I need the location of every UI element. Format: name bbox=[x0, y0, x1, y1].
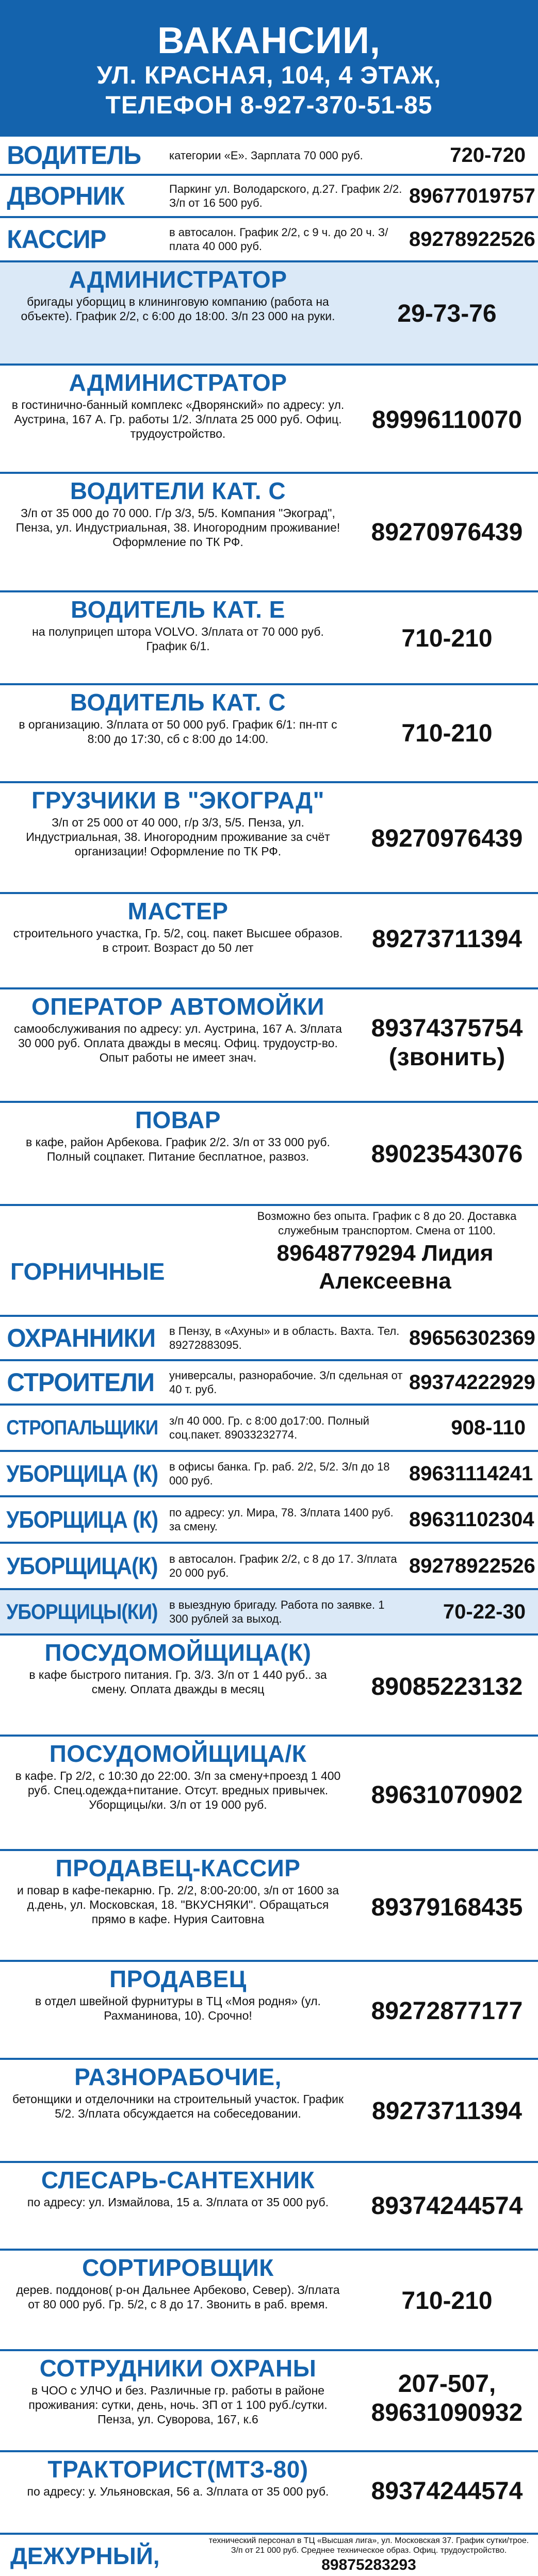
vacancy-phone: 89374244574 bbox=[371, 2478, 523, 2505]
vacancy-block bbox=[0, 894, 538, 989]
vacancy-phone: 710-210 bbox=[401, 2287, 493, 2315]
vacancy-phone: 908-110 bbox=[451, 1416, 526, 1439]
vacancy-phone: 89278922526 bbox=[409, 227, 535, 251]
vacancy-row bbox=[0, 176, 538, 218]
vacancy-title: АДМИНИСТРАТОР bbox=[69, 266, 287, 293]
vacancy-desc: на полуприцеп штора VOLVO. З/плата от 70 000 руб. График 6/1. bbox=[32, 625, 324, 653]
vacancy-label: УБОРЩИЦА (К) bbox=[6, 1460, 158, 1487]
vacancy-phone: 89278922526 bbox=[409, 1554, 535, 1577]
header-address: УЛ. КРАСНАЯ, 104, 4 ЭТАЖ, bbox=[96, 62, 442, 89]
vacancy-title: СОТРУДНИКИ ОХРАНЫ bbox=[39, 2355, 317, 2382]
vacancy-row bbox=[0, 137, 538, 176]
vacancy-label: СТРОИТЕЛИ bbox=[7, 1368, 155, 1397]
header-title: ВАКАНСИИ, bbox=[157, 20, 381, 61]
vacancy-phone: 89270976439 bbox=[371, 519, 523, 546]
vacancy-phone: 710-210 bbox=[401, 720, 493, 747]
vacancy-row bbox=[0, 1406, 538, 1452]
vacancy-phone: 89023543076 bbox=[371, 1141, 523, 1168]
vacancy-phone: 89273711394 bbox=[372, 2098, 522, 2125]
vacancy-block bbox=[0, 2351, 538, 2452]
vacancy-phone: 89379168435 bbox=[371, 1894, 523, 1921]
vacancy-desc: в отдел швейной фурнитуры в ТЦ «Моя родня» (ул. Рахманинова, 10). Срочно! bbox=[35, 1994, 321, 2022]
vacancy-label: СТРОПАЛЬЩИКИ bbox=[6, 1416, 158, 1439]
vacancy-desc: Возможно без опыта. График с 8 до 20. Доставка служебным транспортом. Смена от 1100. bbox=[257, 1210, 517, 1237]
vacancy-desc: самообслуживания по адресу: ул. Аустрина, 167 А. З/плата 30 000 руб. Оплата дважды в месяц. Офиц. трудоустр-во. Опыт работы не имеет знач. bbox=[14, 1022, 342, 1064]
vacancy-block bbox=[0, 1737, 538, 1851]
vacancy-title: ДЕЖУРНЫЙ, bbox=[10, 2542, 160, 2569]
vacancy-desc: в выездную бригаду. Работа по заявке. 1 300 рублей за выход. bbox=[169, 1598, 385, 1625]
vacancy-title: МАСТЕР bbox=[127, 898, 229, 924]
vacancy-desc: по адресу: у. Ульяновская, 56 а. З/плата от 35 000 руб. bbox=[27, 2485, 329, 2498]
vacancy-desc: в кафе, район Арбекова. График 2/2. З/п от 33 000 руб. Полный соцпакет. Питание бесплатное, развоз. bbox=[26, 1135, 330, 1163]
vacancy-title: СОРТИРОВЩИК bbox=[82, 2254, 274, 2281]
vacancy-label: УБОРЩИЦЫ(КИ) bbox=[6, 1599, 158, 1624]
vacancy-title: СЛЕСАРЬ-САНТЕХНИК bbox=[41, 2167, 315, 2193]
vacancy-phone: 89085223132 bbox=[371, 1673, 523, 1700]
vacancy-desc: по адресу: ул. Мира, 78. З/плата 1400 руб. за смену. bbox=[169, 1506, 394, 1533]
header-phone: ТЕЛЕФОН 8-927-370-51-85 bbox=[105, 92, 433, 119]
vacancy-label: УБОРЩИЦА(К) bbox=[6, 1553, 158, 1579]
vacancy-label: УБОРЩИЦА (К) bbox=[6, 1506, 158, 1533]
vacancy-phone-number: 89374375754 bbox=[371, 1015, 523, 1042]
vacancy-desc: в кафе. Гр 2/2, с 10:30 до 22:00. З/п за смену+проезд 1 400 руб. Спец.одежда+питание. Отсут. вредных привычек. Уборщицы/ки. З/п от 19 000 руб. bbox=[15, 1769, 341, 1811]
vacancy-desc: в гостинично-банный комплекс «Дворянский» по адресу: ул. Аустрина, 167 А. Гр. работы 1/2. З/плата 25 000 руб. Офиц. трудоустройство. bbox=[11, 398, 345, 440]
vacancy-desc: З/п от 25 000 от 40 000, г/р 3/3, 5/5. Пенза, ул. Индустриальная, 38. Иногородним проживание за счёт организации! Оформление по ТК РФ. bbox=[26, 816, 330, 858]
vacancy-contact-name: Алексеевна bbox=[319, 1268, 451, 1294]
vacancy-row bbox=[0, 1544, 538, 1590]
vacancy-desc: универсалы, разнорабочие. З/п сдельная от 40 т. руб. bbox=[169, 1369, 403, 1396]
vacancy-row bbox=[0, 1452, 538, 1497]
vacancy-title: ПОСУДОМОЙЩИЦА/К bbox=[49, 1740, 307, 1767]
vacancy-title: ВОДИТЕЛЬ КАТ. Е bbox=[71, 596, 285, 623]
vacancy-phone: 70-22-30 bbox=[443, 1600, 526, 1623]
vacancy-block bbox=[0, 685, 538, 783]
vacancy-phone: 89648779294 Лидия bbox=[276, 1241, 494, 1266]
vacancy-desc: по адресу: ул. Измайлова, 15 а. З/плата от 35 000 руб. bbox=[27, 2195, 329, 2209]
vacancy-phone bbox=[356, 2370, 538, 2428]
vacancy-block bbox=[0, 366, 538, 474]
vacancy-desc: з/п 40 000. Гр. с 8:00 до17:00. Полный соц.пакет. 89033232774. bbox=[169, 1414, 369, 1441]
vacancy-phone bbox=[356, 1014, 538, 1072]
vacancy-label: ОХРАННИКИ bbox=[7, 1324, 156, 1352]
vacancy-title: ОПЕРАТОР АВТОМОЙКИ bbox=[31, 993, 324, 1020]
vacancy-block bbox=[0, 783, 538, 894]
vacancy-desc: строительного участка, Гр. 5/2, соц. пакет Высшее образов. в строит. Возраст до 50 лет bbox=[13, 927, 343, 954]
vacancy-phone: 89374244574 bbox=[371, 2192, 523, 2220]
vacancy-label: КАССИР bbox=[7, 225, 106, 254]
vacancy-desc: в автосалон. График 2/2, с 9 ч. до 20 ч. З/плата 40 000 руб. bbox=[169, 226, 388, 253]
vacancy-desc: в организацию. З/плата от 50 000 руб. График 6/1: пн-пт с 8:00 до 17:30, сб с 8:00 до 14:00. bbox=[19, 718, 337, 746]
vacancy-title: ПОСУДОМОЙЩИЦА(К) bbox=[44, 1639, 312, 1666]
vacancy-title: ВОДИТЕЛИ КАТ. С bbox=[70, 477, 286, 504]
vacancy-title: ТРАКТОРИСТ(МТЗ-80) bbox=[47, 2456, 308, 2483]
vacancy-desc: З/п от 35 000 до 70 000. Г/р 3/3, 5/5. Компания "Экоград", Пенза, ул. Индустриальная, 38. Иногородним проживание! Оформление по ТК РФ. bbox=[15, 506, 340, 549]
vacancy-phone: 89631102304 bbox=[409, 1508, 534, 1531]
vacancy-desc: бетонщики и отделочники на строительный участок. График 5/2. З/плата обсуждается на собеседовании. bbox=[12, 2092, 344, 2120]
vacancy-title: ГРУЗЧИКИ В "ЭКОГРАД" bbox=[31, 787, 324, 814]
vacancy-row bbox=[0, 1590, 538, 1636]
vacancy-label: ВОДИТЕЛЬ bbox=[7, 141, 141, 170]
vacancy-phone: 89374222929 bbox=[409, 1370, 535, 1394]
vacancy-title: ПРОДАВЕЦ-КАССИР bbox=[55, 1855, 301, 1881]
vacancy-block bbox=[0, 989, 538, 1103]
vacancy-desc: в кафе быстрого питания. Гр. 3/3. З/п от 1 440 руб.. за смену. Оплата дважды в месяц bbox=[29, 1668, 327, 1696]
vacancy-block bbox=[0, 2163, 538, 2251]
vacancy-block-dezhurny bbox=[0, 2535, 538, 2576]
vacancy-phone: 89656302369 bbox=[409, 1326, 535, 1349]
vacancy-title: ПОВАР bbox=[135, 1107, 221, 1133]
vacancy-block bbox=[0, 1851, 538, 1962]
vacancy-phone: 89273711394 bbox=[372, 926, 522, 953]
vacancy-desc: и повар в кафе-пекарню. Гр. 2/2, 8:00-20:00, з/п от 1600 за д.день, ул. Московская, 18. "ВКУСНЯКИ". Обращаться прямо в кафе. Нурия Саитовна bbox=[17, 1884, 339, 1926]
vacancy-phone-number: 89631090932 bbox=[371, 2399, 523, 2426]
vacancy-block bbox=[0, 2251, 538, 2351]
vacancy-phone: 710-210 bbox=[401, 625, 493, 652]
vacancy-desc: в автосалон. График 2/2, с 8 до 17. З/плата 20 000 руб. bbox=[169, 1553, 397, 1579]
vacancy-title: АДМИНИСТРАТОР bbox=[69, 369, 287, 396]
vacancy-row bbox=[0, 1361, 538, 1406]
vacancy-phone: 89677019757 bbox=[409, 184, 535, 207]
vacancy-phone: 720-720 bbox=[450, 143, 526, 167]
vacancy-block bbox=[0, 592, 538, 685]
vacancy-desc: в офисы банка. Гр. раб. 2/2, 5/2. З/п до 18 000 руб. bbox=[169, 1460, 390, 1487]
vacancy-block bbox=[0, 262, 538, 366]
vacancy-desc: технический персонал в ТЦ «Высшая лига», ул. Московская 37. График сутки/трое. З/п от 21 000 руб. Среднее техническое образ. Офиц. трудоустройство. bbox=[208, 2536, 529, 2555]
vacancy-title: ВОДИТЕЛЬ КАТ. С bbox=[70, 689, 286, 716]
vacancy-title: ГОРНИЧНЫЕ bbox=[10, 1258, 165, 1285]
vacancy-desc: в Пензу, в «Ахуны» и в область. Вахта. Тел. 89272883095. bbox=[169, 1325, 400, 1351]
vacancy-block bbox=[0, 474, 538, 592]
vacancy-desc: дерев. поддонов( р-он Дальнее Арбеково, Север). З/плата от 80 000 руб. Гр. 5/2, с 8 до 17. Звонить в раб. время. bbox=[16, 2283, 340, 2311]
vacancy-phone: 89272877177 bbox=[371, 1997, 523, 2025]
header-banner bbox=[0, 0, 538, 137]
vacancy-desc: категории «Е». Зарплата 70 000 руб. bbox=[169, 148, 363, 162]
vacancy-phone-note: (звонить) bbox=[388, 1044, 506, 1071]
vacancy-desc: бригады уборщиц в клининговую компанию (работа на объекте). График 2/2, с 6:00 до 18:00. З/п 23 000 на руки. bbox=[21, 295, 335, 323]
vacancy-phone: 89270976439 bbox=[371, 825, 523, 852]
vacancy-phone: 89631114241 bbox=[409, 1462, 533, 1485]
vacancy-label: ДВОРНИК bbox=[7, 181, 125, 210]
vacancy-row bbox=[0, 1497, 538, 1544]
vacancy-row bbox=[0, 218, 538, 262]
vacancy-block bbox=[0, 1962, 538, 2060]
vacancy-block bbox=[0, 1636, 538, 1737]
vacancy-phone: 89996110070 bbox=[372, 406, 522, 434]
vacancy-phone: 29-73-76 bbox=[397, 300, 497, 327]
vacancy-phone: 89875283293 bbox=[321, 2556, 416, 2573]
vacancy-block-gornichnye bbox=[0, 1206, 538, 1317]
vacancy-phone: 89631070902 bbox=[371, 1781, 523, 1809]
vacancy-title: ПРОДАВЕЦ bbox=[109, 1966, 247, 1992]
vacancy-desc: Паркинг ул. Володарского, д.27. График 2/2. З/п от 16 500 руб. bbox=[169, 183, 402, 209]
vacancy-row bbox=[0, 1317, 538, 1361]
vacancy-title: РАЗНОРАБОЧИЕ, bbox=[74, 2063, 282, 2090]
vacancy-block bbox=[0, 1103, 538, 1206]
vacancy-phone-number: 207-507, bbox=[398, 2370, 496, 2398]
vacancy-block bbox=[0, 2452, 538, 2535]
vacancy-desc: в ЧОО с УЛЧО и без. Различные гр. работы в районе проживания: сутки, день, ночь. ЗП от 1 100 руб./сутки. Пенза, ул. Суворова, 167, к.6 bbox=[28, 2384, 328, 2426]
vacancy-block bbox=[0, 2060, 538, 2163]
